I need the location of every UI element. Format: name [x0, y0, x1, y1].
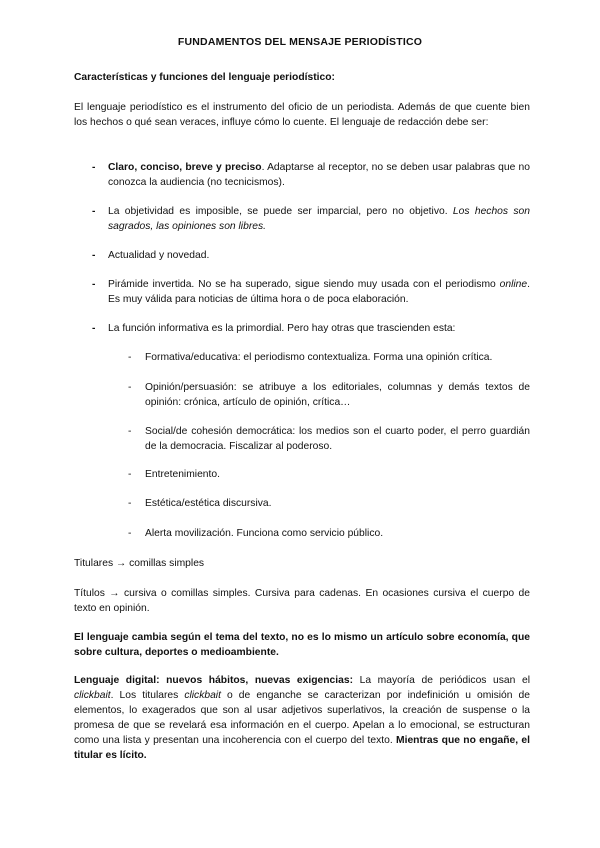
list-dash: -: [92, 250, 96, 261]
titulares-paragraph: Titulares → comillas simples: [74, 558, 205, 569]
sub-list-item: [128, 467, 530, 482]
list-item-text: La función informativa es la primordial. Pero hay otras que trascienden esta:: [108, 323, 456, 334]
list-dash: -: [92, 162, 96, 173]
list-item: [92, 248, 530, 263]
sub-list-item-text: Entretenimiento.: [145, 469, 220, 480]
list-item: [92, 204, 530, 234]
list-dash: -: [128, 426, 132, 437]
list-item-bold: Claro, conciso, breve y preciso: [108, 162, 262, 173]
sub-list-item-text: Estética/estética discursiva.: [145, 498, 272, 509]
sub-list-item: [128, 380, 530, 410]
sub-list-item-text: Formativa/educativa: el periodismo contextualiza. Forma una opinión crítica.: [145, 352, 493, 363]
list-dash: -: [92, 206, 96, 217]
list-item-italic: Los hechos son sagrados, las opiniones son libres.: [108, 206, 530, 232]
list-item-italic: online: [499, 279, 528, 290]
sub-list-item-text: Social/de cohesión democrática: los medios son el cuarto poder, el perro guardián de la democracia. Fiscalizar al poderoso.: [145, 426, 530, 452]
sub-list-item: [128, 424, 530, 454]
list-dash: -: [92, 323, 96, 334]
titulos-paragraph: Títulos → cursiva o comillas simples. Cursiva para cadenas. En ocasiones cursiva el cuerpo de texto en opinión.: [74, 588, 530, 614]
paragraph-bold-conclusion: Mientras que no engañe, el titular es lícito.: [74, 735, 530, 761]
sub-list-item: [128, 496, 530, 511]
paragraph-text: La mayoría de periódicos usan el: [353, 675, 530, 686]
intro-paragraph: El lenguaje periodístico es el instrumento del oficio de un periodista. Además de que cuente bien los hechos o qué sean veraces, influye cómo lo cuente. El lenguaje de redacción debe ser:: [74, 102, 530, 128]
paragraph-italic: clickbait: [184, 690, 221, 701]
sub-list-item-text: Alerta movilización. Funciona como servicio público.: [145, 528, 384, 539]
list-item: [92, 277, 530, 307]
list-dash: -: [128, 382, 132, 393]
sub-list-item: [128, 526, 530, 541]
document-title: FUNDAMENTOS DEL MENSAJE PERIODÍSTICO: [177, 36, 423, 48]
list-item-text: . Adaptarse al receptor, no se deben usar palabras que no conozca la audiencia (no tecnicismos).: [108, 162, 530, 188]
section-subtitle: Características y funciones del lenguaje periodístico:: [74, 72, 335, 83]
list-dash: -: [92, 279, 96, 290]
list-item-text: Actualidad y novedad.: [108, 250, 210, 261]
list-item-text: Pirámide invertida. No se ha superado, sigue siendo muy usada con el periodismo: [108, 279, 500, 290]
list-item: [92, 321, 530, 336]
lenguaje-digital-heading: Lenguaje digital: nuevos hábitos, nuevas exigencias:: [74, 675, 354, 686]
list-dash: -: [128, 352, 132, 363]
paragraph-text: . Los titulares: [110, 690, 185, 701]
tema-paragraph: El lenguaje cambia según el tema del texto, no es lo mismo un artículo sobre economía, que sobre cultura, deportes o medioambiente.: [74, 632, 530, 658]
paragraph-italic: clickbait: [74, 690, 111, 701]
list-item-text: La objetividad es imposible, se puede ser imparcial, pero no objetivo.: [108, 206, 453, 217]
list-item: [92, 160, 530, 190]
list-item-text: . Es muy válida para noticias de última hora o de poca elaboración.: [108, 279, 530, 305]
list-dash: -: [128, 528, 132, 539]
sub-list-item: [128, 350, 530, 365]
lenguaje-digital-paragraph: [74, 673, 530, 763]
sub-list-item-text: Opinión/persuasión: se atribuye a los editoriales, columnas y demás textos de opinión: crónica, artículo de opinión, crítica…: [145, 382, 530, 408]
list-dash: -: [128, 469, 132, 480]
paragraph-text: o de enganche se caracterizan por indefinición u omisión de elementos, lo exagerados que son al usar adjetivos superlativos, la creación de suspense o la promesa de que se revelará esa información en el cuerpo. Apelan a lo emocional, se estructuran como una lista y presentan una incoherencia con el cuerpo del texto.: [74, 690, 530, 746]
list-dash: -: [128, 498, 132, 509]
